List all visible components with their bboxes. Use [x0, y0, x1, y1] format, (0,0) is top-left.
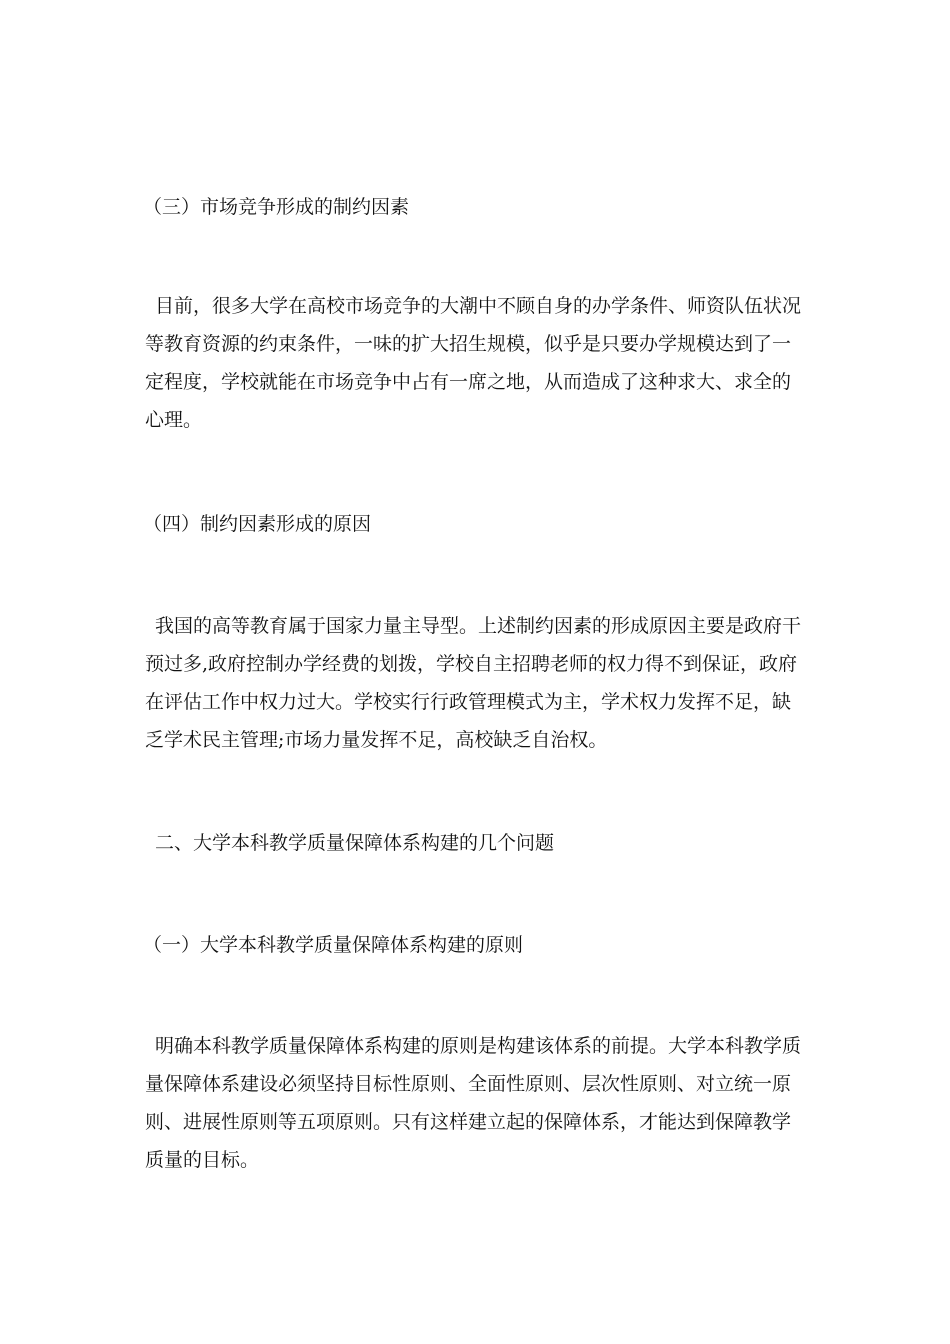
paragraph-4-line-1: 我国的高等教育属于国家力量主导型。上述制约因素的形成原因主要是政府干: [155, 615, 802, 637]
paragraph-3-line-2: 等教育资源的约束条件，一味的扩大招生规模，似乎是只要办学规模达到了一: [145, 333, 792, 355]
section-heading-2-1: （一）大学本科教学质量保障体系构建的原则: [143, 934, 524, 956]
section-heading-4: （四）制约因素形成的原因: [143, 513, 372, 535]
paragraph-3-line-1: 目前，很多大学在高校市场竞争的大潮中不顾自身的办学条件、师资队伍状况: [155, 295, 802, 317]
paragraph-2-1-line-3: 则、进展性原则等五项原则。只有这样建立起的保障体系，才能达到保障教学: [145, 1111, 792, 1133]
chapter-title-2: 二、大学本科教学质量保障体系构建的几个问题: [155, 832, 555, 854]
paragraph-3-line-4: 心理。: [145, 409, 203, 431]
paragraph-3-line-3: 定程度，学校就能在市场竞争中占有一席之地，从而造成了这种求大、求全的: [145, 371, 792, 393]
section-heading-3: （三）市场竞争形成的制约因素: [143, 196, 410, 218]
paragraph-2-1-line-1: 明确本科教学质量保障体系构建的原则是构建该体系的前提。大学本科教学质: [155, 1035, 802, 1057]
paragraph-4-line-2: 预过多,政府控制办学经费的划拨，学校自主招聘老师的权力得不到保证，政府: [145, 653, 798, 675]
paragraph-2-1-line-4: 质量的目标。: [145, 1149, 260, 1171]
paragraph-4-line-3: 在评估工作中权力过大。学校实行行政管理模式为主，学术权力发挥不足，缺: [145, 691, 792, 713]
paragraph-2-1-line-2: 量保障体系建设必须坚持目标性原则、全面性原则、层次性原则、对立统一原: [145, 1073, 792, 1095]
paragraph-4-line-4: 乏学术民主管理;市场力量发挥不足，高校缺乏自治权。: [145, 729, 608, 751]
